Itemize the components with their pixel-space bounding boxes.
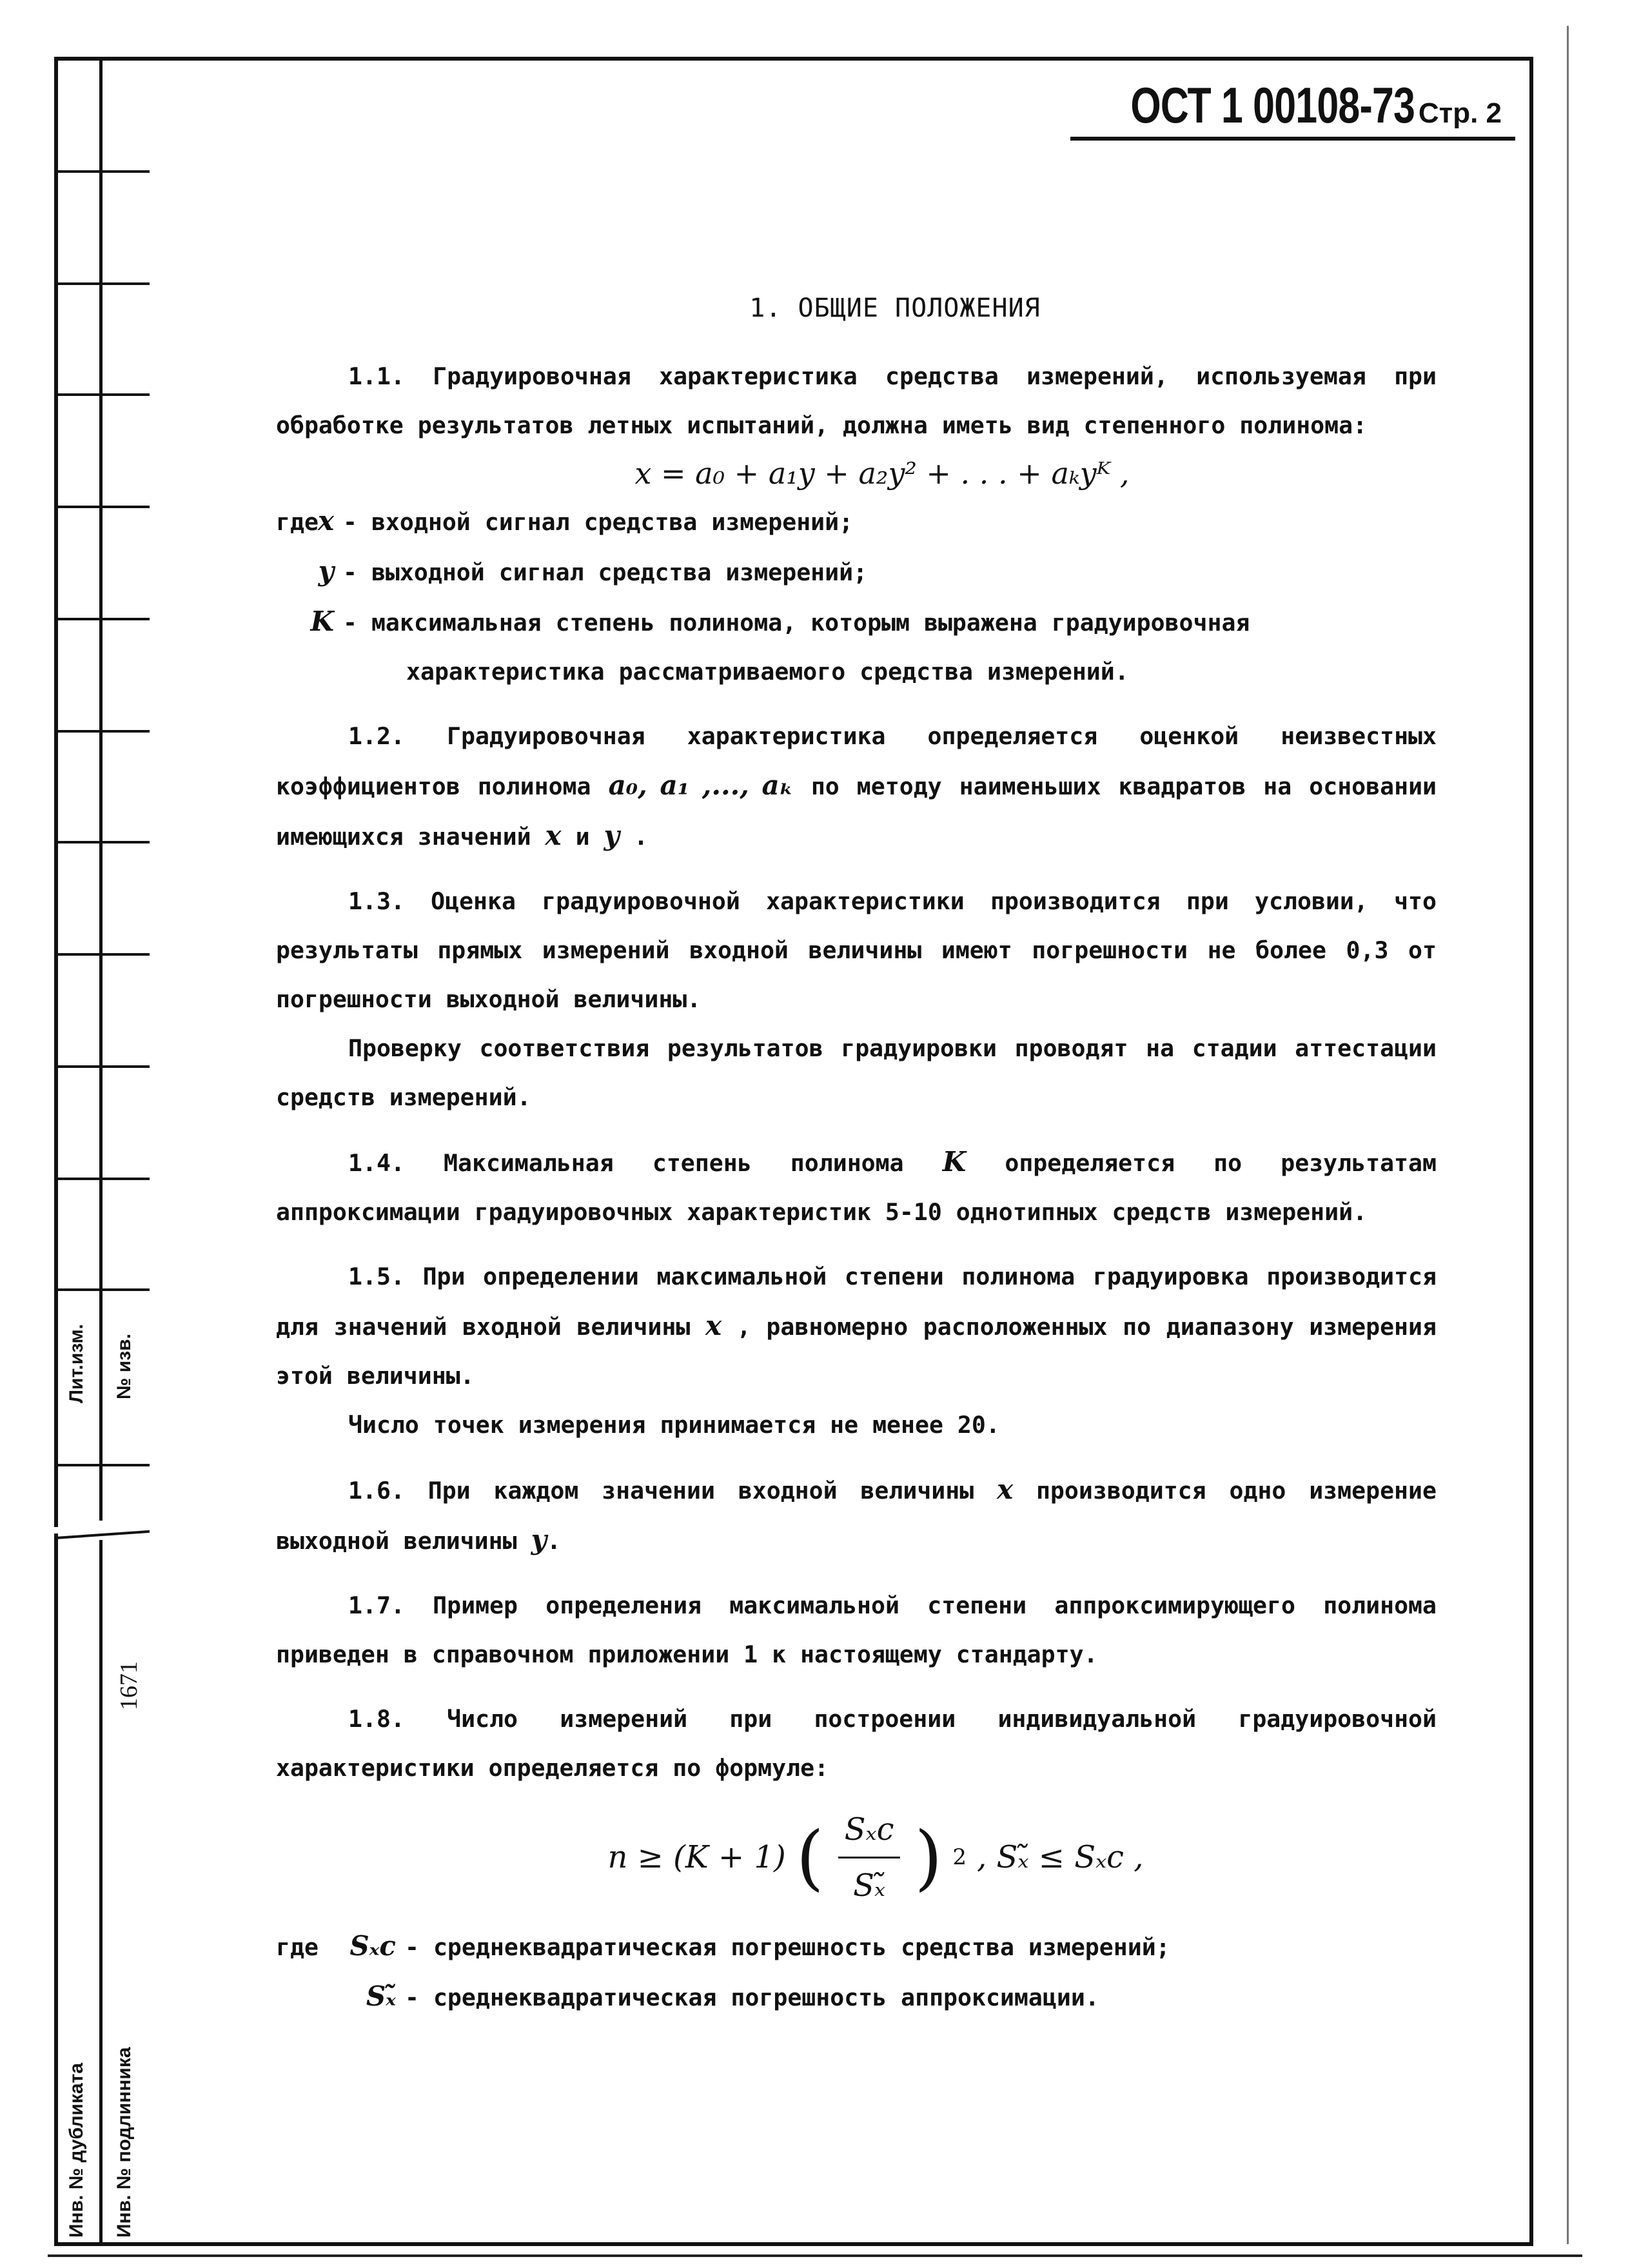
p15-part1: 1.5. При определении максимальной степени полинома градуировка производится для значений входной величины <box>276 1263 1437 1341</box>
p16-part2: производится одно измерение выходной величины <box>276 1477 1437 1555</box>
p14-part2: определяется по результатам аппроксимации градуировочных характеристик 5-10 однотипных средств измерений. <box>276 1149 1437 1226</box>
margin-number: 1671 <box>115 1661 142 1710</box>
strip-middle-line-upper <box>99 57 103 1521</box>
definition-sxc: где Sₓc - среднеквадратическая погрешность средства измерений; <box>276 1922 1437 1972</box>
formula-fraction <box>838 1805 901 1910</box>
formula-power: 2 <box>952 1844 967 1870</box>
standard-number: ОСТ 1 00108-73 <box>1130 77 1415 133</box>
strip-cell-divider <box>54 506 150 508</box>
p14-part1: 1.4. Максимальная степень полинома <box>348 1149 904 1177</box>
doc-header <box>1050 76 1502 135</box>
p12-symbol-y: y <box>604 820 620 851</box>
strip-cell-divider <box>54 282 150 285</box>
paragraph-1-2 <box>276 712 1437 862</box>
p14-symbol-k: K <box>942 1146 967 1178</box>
definition-symbol: Sₓ̃ <box>366 1980 396 2012</box>
p12-coefficients: a₀, a₁ ,..., aₖ <box>608 769 794 801</box>
section-title: 1. ОБЩИЕ ПОЛОЖЕНИЯ <box>749 293 1041 323</box>
strip-cell-divider <box>54 953 150 956</box>
p12-symbol-x: x <box>545 820 562 851</box>
p15-symbol-x: x <box>705 1310 722 1341</box>
strip-cut-edge <box>54 1530 150 1539</box>
fraction-numerator: Sₓc <box>838 1805 901 1859</box>
paragraph-1-3: 1.3. Оценка градуировочной характеристики производится при условии, что результаты прямых измерений входной величины имеют погрешности не более 0,3 от погрешности выходной величины. <box>276 887 1437 1013</box>
strip-outer-line-upper <box>54 57 58 1527</box>
right-edge-rule <box>1567 26 1569 2244</box>
p12-part1: 1.2. Градуировочная характеристика определяется оценкой неизвестных коэффициентов полинома <box>276 722 1437 800</box>
strip-cell-divider <box>54 1288 150 1291</box>
paragraph-1-3-b: Проверку соответствия результатов градуировки проводят на стадии аттестации средств измерений. <box>276 1034 1437 1111</box>
definition-symbol: x <box>317 505 334 537</box>
strip-cell-divider <box>54 1065 150 1068</box>
strip-cell-divider <box>54 730 150 733</box>
formula-rhs: , Sₓ̃ ≤ Sₓc , <box>977 1839 1144 1875</box>
page-number: Стр. 2 <box>1418 97 1502 129</box>
margin-label-no-izv: № изв. <box>113 1334 135 1399</box>
formula-lhs: n ≥ (K + 1) <box>607 1839 786 1875</box>
paragraph-1-7: 1.7. Пример определения максимальной степени аппроксимирующего полинома приведен в справочном приложении 1 к настоящему стандарту. <box>276 1592 1437 1668</box>
definition-symbol: Sₓc <box>349 1930 396 1962</box>
strip-cell-divider <box>54 841 150 843</box>
left-paren: ( <box>796 1816 824 1898</box>
polynomial-formula: x = a₀ + a₁y + a₂y² + . . . + aₖyᴷ , <box>634 456 1130 491</box>
strip-cell-divider <box>54 1178 150 1180</box>
margin-stamp-strip <box>54 57 150 2246</box>
strip-cell-divider <box>54 618 150 620</box>
paragraph-1-8: 1.8. Число измерений при построении индивидуальной градуировочной характеристики определяется по формуле: <box>276 1705 1437 1782</box>
margin-label-inv-podl: Инв. № подлинника <box>113 2047 135 2238</box>
p15-part2: , равномерно расположенных по диапазону измерения этой величины. <box>276 1313 1437 1390</box>
p16-end: . <box>546 1527 561 1555</box>
paragraph-1-5-b: Число точек измерения принимается не менее 20. <box>348 1411 1000 1439</box>
definition-continuation: характеристика рассматриваемого средства измерений. <box>406 658 1129 685</box>
strip-cell-divider <box>54 393 150 396</box>
right-paren: ) <box>914 1816 943 1898</box>
p12-and: и <box>575 823 590 851</box>
definition-text: - входной сигнал средства измерений; <box>343 508 854 536</box>
p12-part2: по методу наименьших квадратов на основании имеющихся значений <box>276 773 1437 851</box>
definition-k <box>276 597 1437 647</box>
definition-sx-approx <box>276 1972 1437 2022</box>
paragraph-1-4 <box>276 1138 1437 1237</box>
p16-symbol-x: x <box>997 1474 1014 1505</box>
definition-text: - среднеквадратическая погрешность средства измерений; <box>405 1933 1170 1961</box>
strip-cell-divider <box>54 1464 150 1466</box>
strip-outer-line-lower <box>54 1533 58 2246</box>
definition-symbol: y <box>318 555 334 587</box>
definition-x: где x - входной сигнал средства измерений; <box>276 497 1437 547</box>
p12-end: . <box>633 823 648 851</box>
paragraph-1-6 <box>276 1465 1437 1566</box>
fraction-denominator: Sₓ̃ <box>853 1867 885 1904</box>
bottom-edge-rule <box>48 2254 1582 2257</box>
document-body <box>276 284 1437 2022</box>
definition-text: - выходной сигнал средства измерений; <box>343 558 868 586</box>
strip-cell-divider <box>54 170 150 173</box>
header-underline <box>1070 137 1515 141</box>
strip-middle-line-lower <box>99 1540 103 2246</box>
definition-text: - среднеквадратическая погрешность аппроксимации. <box>405 1984 1099 2011</box>
definition-y <box>276 547 1437 597</box>
p16-symbol-y: y <box>531 1524 547 1555</box>
margin-label-inv-dubl: Инв. № дубликата <box>66 2062 87 2238</box>
definition-symbol: K <box>310 606 334 637</box>
paragraph-1-5 <box>276 1252 1437 1401</box>
measurement-count-formula <box>276 1793 1437 1922</box>
p16-part1: 1.6. При каждом значении входной величины <box>348 1477 974 1504</box>
definition-text: - максимальная степень полинома, которым выражена градуировочная <box>343 609 1250 636</box>
paragraph-1-1: 1.1. Градуировочная характеристика средства измерений, используемая при обработке результатов летных испытаний, должна иметь вид степенного полинома: <box>276 362 1437 439</box>
margin-label-lit-izm: Лит.изм. <box>66 1323 87 1403</box>
